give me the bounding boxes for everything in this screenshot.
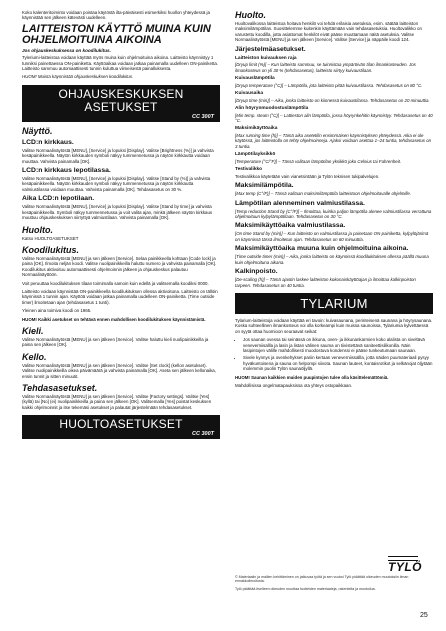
clock-heading: Kello. xyxy=(22,351,47,362)
footer-line-1: © Materiaalin ja mallien kehittäminen on jatkuvaa työtä ja sen vuoksi Tylö pidättää oikeuden muutoksiin ilman ennakkoilmoitusta. xyxy=(235,575,409,584)
descaling-text: [De-scaling (h)] – Tämä ajastin laskee laitteiston kokonaiskäyttöajan ja ilmoittaa kalkinpoiston tarpeen. Tehdasasetus on 40 tuntia. xyxy=(235,277,416,288)
codelock-text-3: Laitteisto voidaan käynnistää ON-painikkeella koodilukituksen ollessa aktivoituna. Laitteisto on tällöin käynnissä 1 tunnin ajan. Käyttöä voidaan jatkaa painamalla uudelleen ON-painiketta. (Time outside timer) ilmoitetaan ajan (tehdasasetus 1 tunti). xyxy=(22,288,218,305)
reset-note: HUOM! Muista käynnistää ohjauskeskuksen koodilukitus. xyxy=(22,74,134,80)
test-menu-text: Testivalikkoa käytetään vain vianetsintään ja Tylön teknisen tukipalvelujen. xyxy=(235,173,380,179)
dryup-temp-heading: Kuivauslämpötila xyxy=(235,76,275,82)
tylarium-list-item: • Sivele kynnys ja ovenkehykset pariin kertaan veneverniissallla, jotta näiden puumateriaali pysyy hyväkuntoisena ja sauna on helpompi siivota. Saunan lauteet, kontaisrotikot ja selkänojat öljytään molemmin puolin Tylön saunaöljyllä. xyxy=(243,355,433,371)
codelock-text-4: Yleinen aina toimiva koodi on 1965. xyxy=(22,308,92,314)
tylarium-list-item: • Jos saunan ovessa tai seinässä on ikkuna, oven- ja ikkunankarmien koko alalista on siveltävä veneverniisallla ja lasin ja listan välinen sauma on tiivistettävä saniteettisilikonilla. Näin lasipintojen välille mahdollisesti muodostuva kondenssi ei pääse tunkeutumaan saunaan. xyxy=(243,337,433,353)
banner-service-settings-title: HUOLTOASETUKSET xyxy=(59,417,183,432)
factory-text: Valitse Normaalinäytöstä [MENU] ja sen jälkeen [Service]. Valitse [Factory settings]. Valitse [Yes] (kyllä) tai [No] (ei) nuolipainikkeilla ja paina sen jälkeen [OK]. Valitsemalla [Yes] poistat keskuksen kaikki ohjelmoinnit ja itse tekemäsi asetukset ja palautat järjestelmään tehdasasetukset. xyxy=(22,394,212,410)
lcd-standby-time-heading: Aika LCD:n lepotilaan. xyxy=(22,195,95,203)
codelock-note: HUOM! Kaikki asetukset on tehtävä ennen mahdollisen koodilukituksen käynnistämistä. xyxy=(22,316,206,322)
dryup-limit-heading: Laitteiston kuivauksen raja xyxy=(235,55,297,61)
clock-text: Valitse Normaalinäytöstä [MENU] ja sen jälkeen [Service]. Valitse [Set clock] (kellon asetukset). Valitse nuolipainikkeilla oikea päivämäärä ja vahvista painamalla [OK]. Aseta sen jälkeen kellonaika, ensin tunnit ja sitten minuutit. xyxy=(22,362,216,379)
service-heading: Huolto. xyxy=(22,224,53,235)
lcd-standby-text: Valitse Normaalinäytöstä [MENU], [Service] ja lopuksi [Display]. Valitse [Stand by (%)] ja vahvista kesäpainikkeella. Näytön kirkkauden symboli näkyy tummennetussa ja näytön kirkkautta valmiustilassa voidaan muuttaa. Vahvista painamalla [OK]. Tehdasasetus on 30 %. xyxy=(22,176,211,192)
dryup-limit-text: [Dryup limit (%)] – Kun laitteisto sammuu, se tuinnistaa ympäröivän tilan ilmankosteuden. Jos ilmankosteus on yli 30 % (tehdasasetus), laitteisto siirtyy kuivaustilaan. xyxy=(235,62,416,73)
factory-heading: Tehdasasetukset. xyxy=(22,383,98,393)
max-temp-heading: Maksimilämpötila. xyxy=(235,182,294,190)
left-column xyxy=(22,10,220,443)
banner-control-settings-sub: CC 300T xyxy=(191,113,214,120)
outside-max-heading: Maksimikäyttöaika muuna kuin ohjelmoituina aikoina. xyxy=(235,245,409,253)
banner-service-settings-sub: CC 300T xyxy=(191,431,214,438)
codelock-heading: Koodilukitus. xyxy=(22,244,79,255)
max-runtime-heading: Maksimikäyttöaika xyxy=(235,126,278,132)
min-steam-heading: Alin höyrynmuodostuslämpötila xyxy=(235,106,309,112)
page-number: 25 xyxy=(420,612,428,619)
tylarium-intro: Tylarium-laitteistoja voidaan käyttää eri tavoin: kuivasaunana, perinteisenä saunana ja höyrysaunana. Koska suhteellinen ilmankosteus voi olla korkeampi kuin muissa saunoissa, Tylariumia kylvettäessä on syytä ottaa huomioon seuraavat seikat: xyxy=(235,317,433,334)
min-steam-text: [Min temp. steam (°C)] – Lattieston alin lämpötila, jossa höyrynkehitin käynnistyy. Tehdasasetus on 40 °C. xyxy=(235,112,433,124)
reset-subtitle: Jos ohjauskeskuksessa on koodilukitus. xyxy=(22,47,111,53)
intro-text: Koko kalenteritoiminto voidaan poistaa käytöstä ilta-päiväisesti esimerkiksi huollon yhteydessä ja käynnistää sen jälkeen kätevästi uudelleen. xyxy=(22,10,210,21)
language-text: Valitse Normaalinäytöstä [MENU] ja sen jälkeen [Service]. Valitse haluttu kieli nuolipainikkeilla ja paina sen jälkeen [OK]. xyxy=(22,336,209,348)
temp-unit-text: [Temperature (°C/°F)] – Tässä valitaan lämpötilan yksikkö joko Celsius tai Fahrenheit. xyxy=(235,158,402,164)
lcd-brightness-text: Valitse Normaalinäytöstä [MENU], [Service] ja lopuksi [Display]. Valitse [Brightness (%)] ja vahvista kesäpainikkeella. Näytön kirkkauden symboli näkyy tummennetussa ja näytön kirkkautta voidaan muuttaa. Vahvista painamalla [OK]. xyxy=(22,147,214,164)
test-menu-heading: Testivalikko xyxy=(235,167,263,173)
tylarium-note: HUOM! Saunan kaikkien muiden puupintojen tulee olla käsittelemättömiä. xyxy=(235,374,389,380)
reset-title: LAITTEISTON KÄYTTÖ MUINA KUIN OHJELMOITUINA AIKOINA xyxy=(22,22,211,46)
system-settings-heading: Järjestelmäasetukset. xyxy=(235,45,306,53)
tylarium-list xyxy=(235,337,433,371)
temp-reduction-text: [Temp reduction Stand by (C°/F)] – Ilmoittaa, kuinka paljon lämpötila alenee valmiustilassa verrattuna ohjelmoituun kylpylämpötilaan. Tehdasasetus on 30 °C. xyxy=(235,208,432,220)
language-heading: Kieli. xyxy=(22,325,44,336)
descaling-heading: Kalkinpoisto. xyxy=(235,268,278,276)
reset-paragraph: Tyleriumi-laitteistoa voidaan käyttää myös muina kuin ohjelmoituina aikoina. Laitteisto käynnistyy 1 tunniksi painettaessa ON-painiketta. Käyttöaikaa voidaan jatkaa painamalla uudelleen ON-painiketta. Laitteisto sammuu automaattisesti tunnin kuluttua viimeisestä painalluksesta. xyxy=(22,55,218,72)
banner-tylarium xyxy=(235,293,433,314)
banner-service-settings xyxy=(22,415,220,439)
tylarium-contact: Mahdollisissa ongelmatapauksissa ota yhteys ostopaikkaan. xyxy=(235,382,353,388)
service-r-heading: Huolto. xyxy=(235,10,266,20)
dryup-time-text: [Dryup time (min)] – Aika, jonka laitteisto on kiinnessä kuivaustilassa. Tehdasasetus on 20 minuuttia. xyxy=(235,97,430,103)
lcd-standby-time-text: Valitse Normaalinäytöstä [MENU], [Service] ja lopuksi [Display]. Valitse [Stand by time] ja vahvista kesäpainikkeella. Symboli näkyy tummennetussa ja voit valita ajan, minkä jälkeen näytön kirkkaus muuttuu ohjauskeskuksen siirryttyä valmiustilaan. Vahvista painamalla [OK]. xyxy=(22,204,213,221)
footer xyxy=(235,575,433,594)
outside-max-text: [Time outside timer (min)] – Aika, jonka laitteisto on käynnissä koodilukituksen ollessa päällä muuna kuin ohjelmoituna aikana. xyxy=(235,254,429,265)
dryup-time-heading: Kuivausaika xyxy=(235,91,263,97)
right-column xyxy=(235,10,433,391)
max-temp-text: [Max temp (C°/F)] – Tässä valitaan maksimilämpötila laitteistoon ohjelmoitavalle ohjelmille. xyxy=(235,191,411,197)
codelock-text-2: Voit peruuttaa koodilukituksen tilaan toimimalla samoin kuin edellä ja valitsemalla koodiksi 0000. xyxy=(22,280,209,286)
lcd-standby-heading: LCD:n kirkkaus lepotilassa. xyxy=(22,167,111,175)
lcd-brightness-heading: LCD:n kirkkaus. xyxy=(22,138,74,146)
service-r-text: Huoltovalikossa laitteistoa hoitava henkilö voi tehdä erilaisia asetuksia, esim. säätää laitteiston maksimilämpötilan. Suosittelemme kuitenkin käyttämään vain tehdasasetuksia. Huoltovalikko on varustettu koodilla, jotta asiattomat henkilöt eivät pääse muuttamaan näitä asetuksia. Valitse Normaalinäytöstä [MENU] ja sen jälkeen [Service]. Valitse [Service] ja näppäile koodi 124. xyxy=(235,21,422,43)
tylo-logo: TYLÖ xyxy=(388,560,422,574)
temp-unit-heading: Lämpötilayksikkö xyxy=(235,152,276,158)
footer-line-2: Tylö pidättää itselleen oikeuden muuttaa tuotteiden materiaaleja, rakenteita ja muotoilua. xyxy=(235,586,376,591)
dryup-temp-text: [Dryup temperature (°C)] – Lämpötila, jota laitteisto pitää kuivaustilassa. Tehdasasetus on 80 °C. xyxy=(235,82,423,88)
temp-reduction-heading: Lämpötilan alenneminen valmiustilassa. xyxy=(235,199,365,207)
banner-control-settings xyxy=(22,85,220,122)
service-text: Katso HUOLTOASETUKSET xyxy=(22,235,79,241)
standby-max-text: [On time Stand by (min)] – Kun laitteisto on valmiustilassa ja painetaan ON-painiketta, kylpylöjärimä on käynnissä tässä ilmoitetun ajan. Tehdasasetus on 60 minuuttia. xyxy=(235,231,429,242)
standby-max-heading: Maksimikäyttöaika valmiustilassa. xyxy=(235,222,346,230)
banner-tylarium-title: TYLARIUM xyxy=(300,295,368,311)
display-heading: Näyttö. xyxy=(22,125,53,136)
max-runtime-text: [Max running time (h)] – Tämä aika asetetilin ensimmäisen käynnistyksen yhteydessä. Aika ei ole käytössä, jos laitteistolla on tehty ohjelmoinneja. Ajaksi voidaan asettaa 1–24 tuntia, tehdasasetus on 3 tuntia. xyxy=(235,133,432,149)
codelock-text-1: Valitse Normaalinäytöstä [MENU] ja sen jälkeen [Service]. Selaa painikkeella kohtaan [Code lock] ja paina [OK]. Ilmoita neljän koodi. Valitse nuolipainikkeilla haluttu numero ja vahvista painamalla [OK]. Koodilukitus aktivoituu automaattisesti ohjelmoinnin jälkeen ja ohjauskeskus palautuu Normaalinäyttöön. xyxy=(22,255,217,278)
banner-control-settings-title: OHJAUSKESKUKSEN ASETUKSET xyxy=(58,86,184,114)
